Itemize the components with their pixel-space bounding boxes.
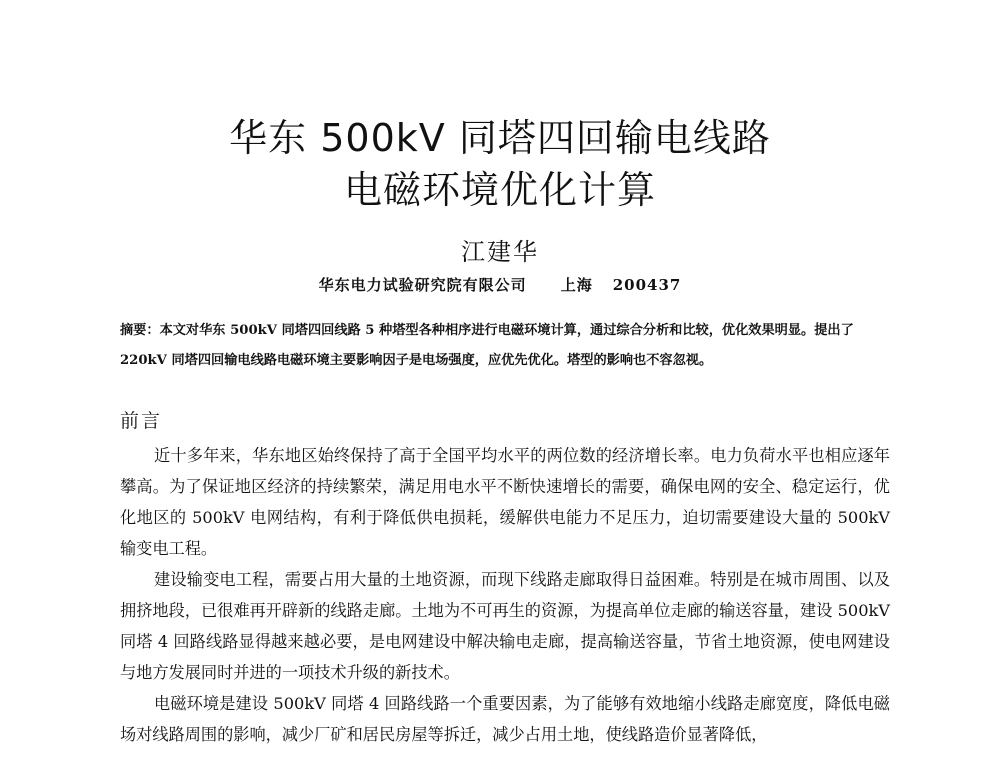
section-body [120, 440, 890, 750]
abstract-label: 摘要： [120, 323, 160, 338]
affiliation-org: 华东电力试验研究院有限公司 [318, 276, 527, 294]
title-line-2: 电磁环境优化计算 [343, 168, 656, 212]
author-name: 江建华 [461, 238, 539, 266]
affiliation-city: 上海 [560, 276, 593, 294]
affiliation-zip: 200437 [612, 276, 682, 294]
section-heading: 前言 [120, 410, 163, 432]
author-affiliation [0, 274, 1000, 295]
paragraph-1: 近十多年来，华东地区始终保持了高于全国平均水平的两位数的经济增长率。电力负荷水平也相应逐年攀高。为了保证地区经济的持续繁荣，满足用电水平不断快速增长的需要，确保电网的安全、稳定运行，优化地区的 500kV 电网结构，有利于降低供电损耗，缓解供电能力不足压力，迫切需要建设大量的 500kV 输变电工程。 [120, 446, 890, 558]
paragraph-3: 电磁环境是建设 500kV 同塔 4 回路线路一个重要因素，为了能够有效地缩小线路走廊宽度，降低电磁场对线路周围的影响，减少厂矿和居民房屋等拆迁，减少占用土地，使线路造价显著降低， [120, 694, 890, 744]
abstract [120, 316, 890, 376]
paragraph-2: 建设输变电工程，需要占用大量的土地资源，而现下线路走廊取得日益困难。特别是在城市周围、以及拥挤地段，已很难再开辟新的线路走廊。土地为不可再生的资源，为提高单位走廊的输送容量，建设 500kV 同塔 4 回路线路显得越来越必要，是电网建设中解决输电走廊，提高输送容量，节省土地资源，使电网建设与地方发展同时并进的一项技术升级的新技术。 [120, 570, 890, 682]
abstract-text: 本文对华东 500kV 同塔四回线路 5 种塔型各种相序进行电磁环境计算，通过综合分析和比较，优化效果明显。提出了 220kV 同塔四回输电线路电磁环境主要影响因子是电场强度，应优先优化。塔型的影响也不容忽视。 [120, 323, 854, 368]
title-line-1: 华东 500kV 同塔四回输电线路 [229, 116, 771, 160]
paper-title [0, 112, 1000, 216]
